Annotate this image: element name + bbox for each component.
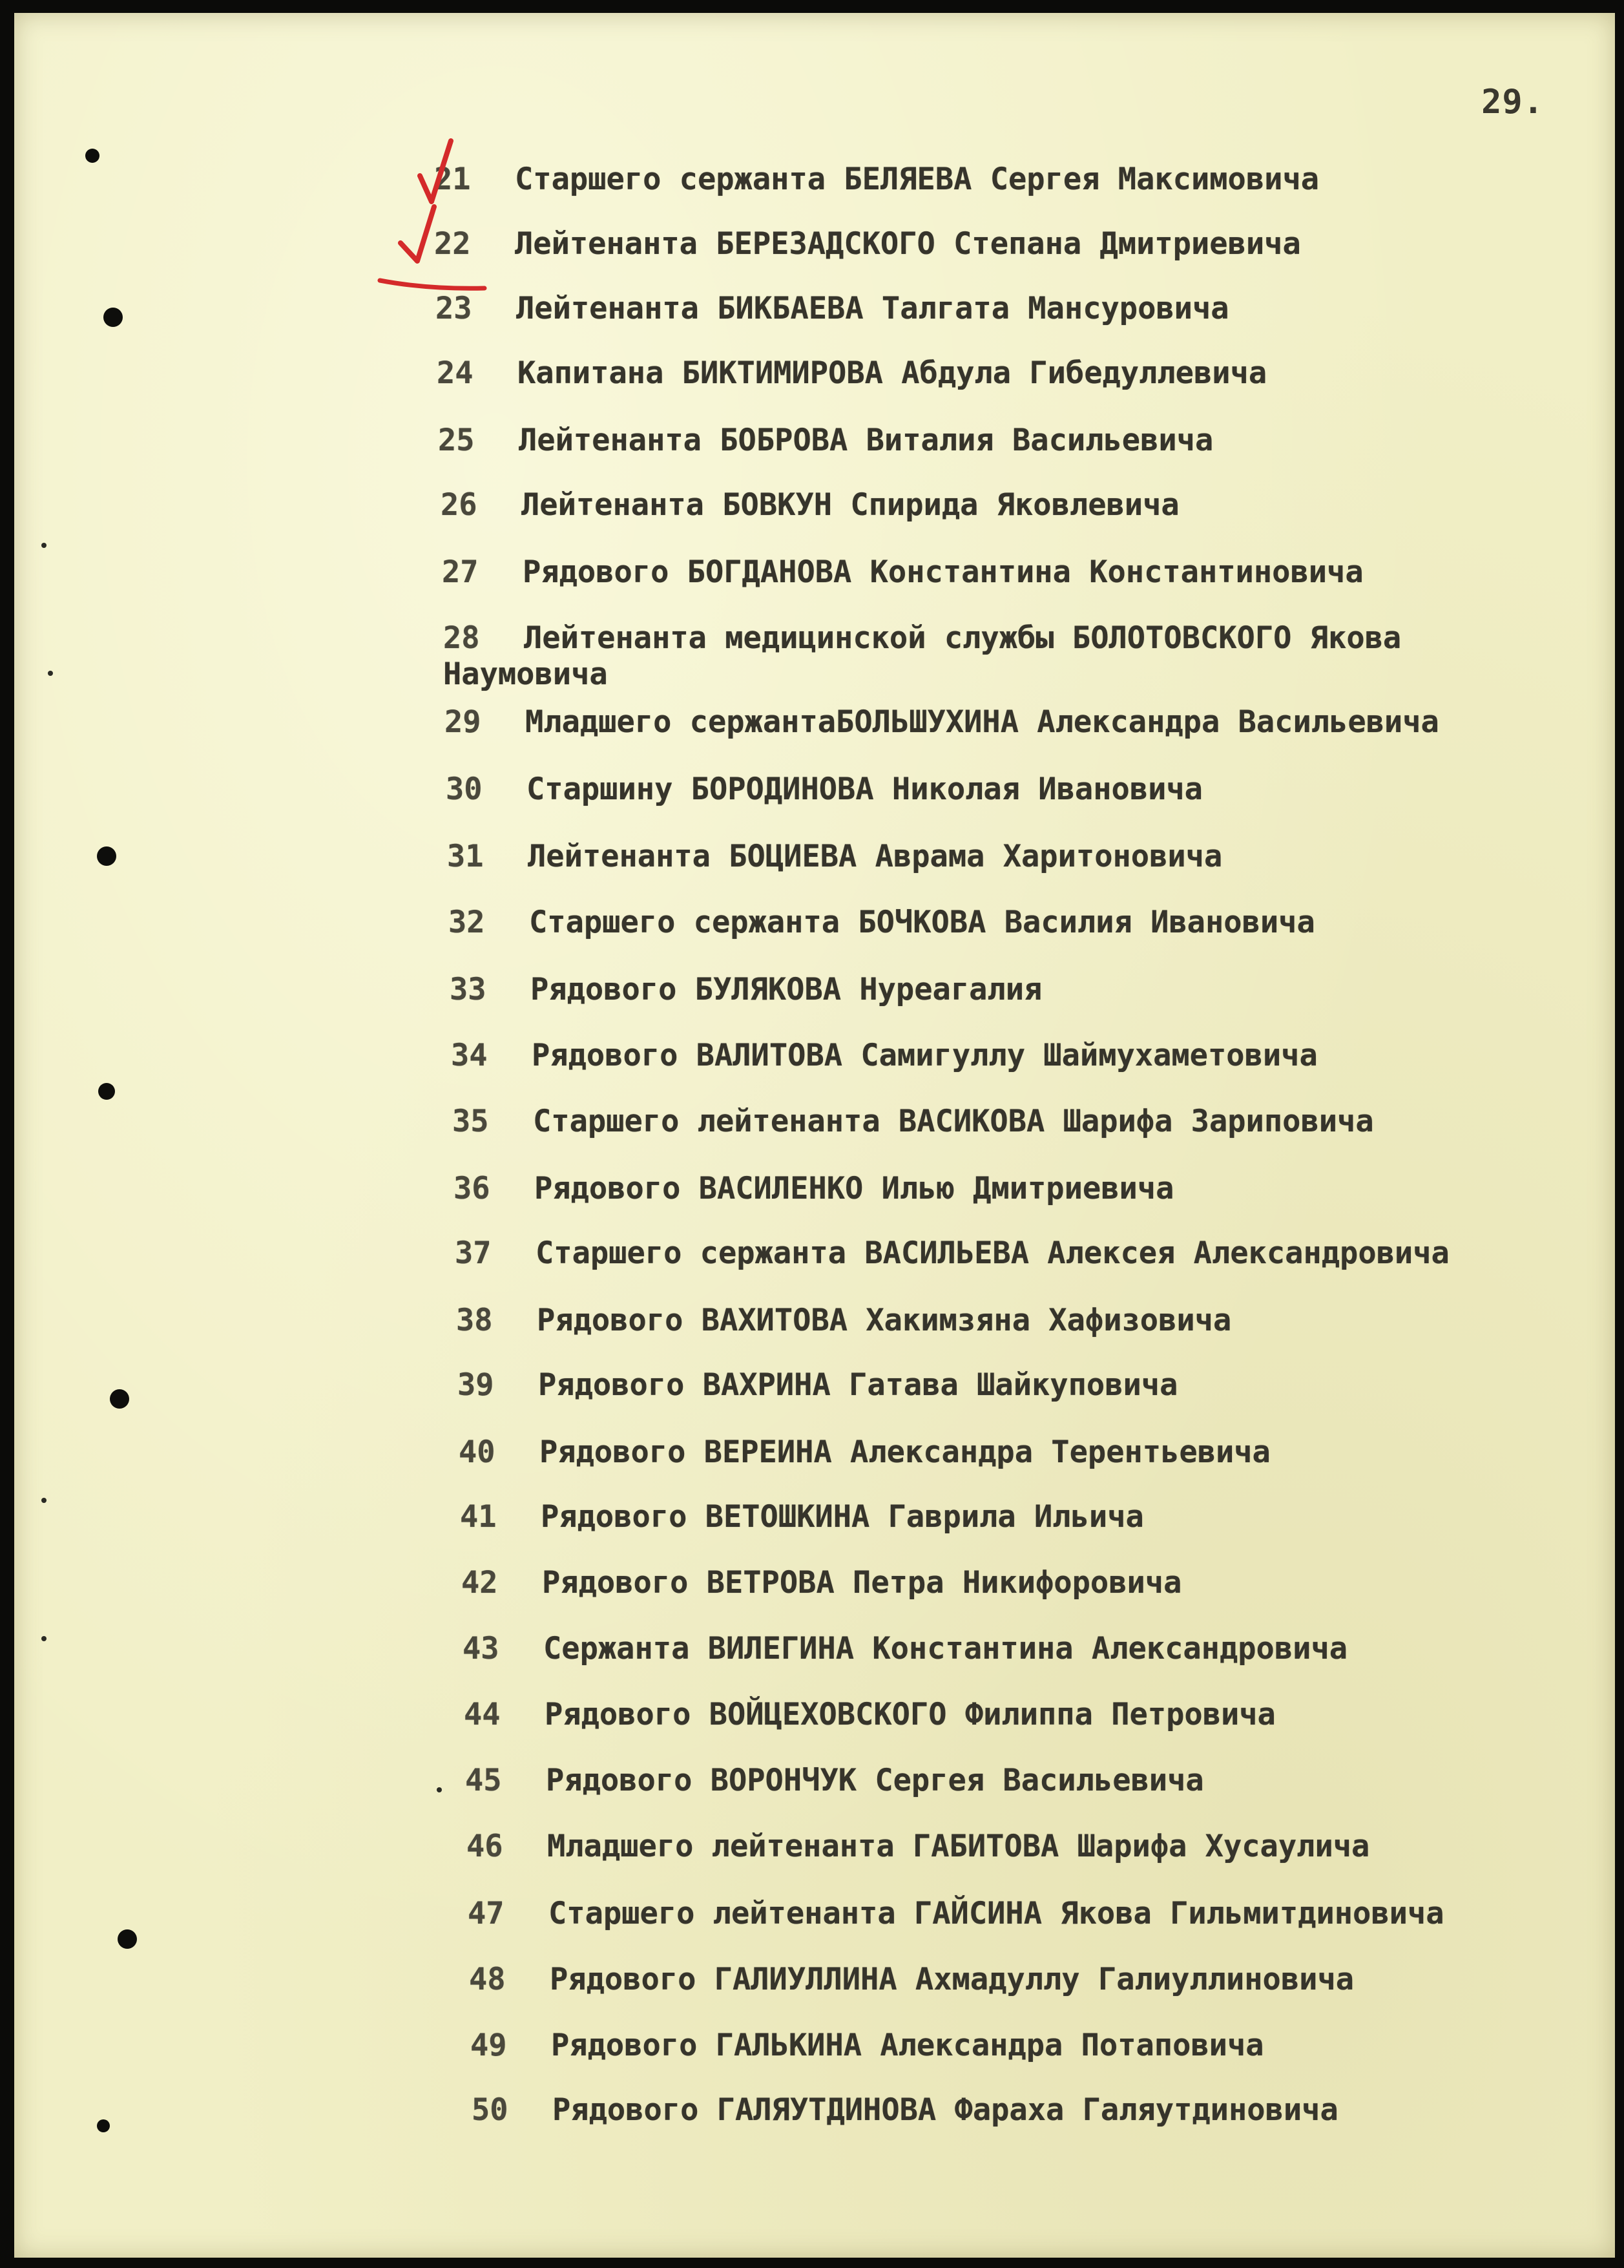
list-item-text: Рядового ВЕРЕИНА Александра Терентьевича xyxy=(539,1434,1271,1470)
list-item xyxy=(452,1104,1374,1140)
list-item-number: 33 xyxy=(450,972,486,1007)
list-item-text: Лейтенанта БЕРЕЗАДСКОГО Степана Дмитриевича xyxy=(515,226,1301,262)
list-item xyxy=(434,226,1301,262)
list-item-text: Старшего сержанта БОЧКОВА Василия Ивановича xyxy=(529,905,1315,940)
list-item-text: Старшину БОРОДИНОВА Николая Ивановича xyxy=(526,772,1203,807)
list-item-number: 44 xyxy=(464,1697,501,1732)
list-item-number: 26 xyxy=(441,487,477,523)
list-item xyxy=(443,620,1451,693)
list-item-text: Рядового ВАХРИНА Гатава Шайкуповича xyxy=(538,1367,1178,1403)
list-item xyxy=(463,1631,1348,1667)
list-item-text: Лейтенанта БОЦИЕВА Аврама Харитоновича xyxy=(528,839,1223,874)
list-item xyxy=(455,1235,1450,1272)
list-item xyxy=(441,487,1180,523)
list-item-text: Рядового ГАЛИУЛЛИНА Ахмадуллу Галиуллиновича xyxy=(550,1962,1355,1997)
list-item-number: 21 xyxy=(434,162,471,197)
list-item-number: 29 xyxy=(444,704,481,740)
list-item-text: Рядового ВЕТОШКИНА Гаврила Ильича xyxy=(541,1499,1144,1535)
list-item xyxy=(465,1763,1204,1799)
list-item-text: Рядового ВЕТРОВА Петра Никифоровича xyxy=(542,1565,1182,1601)
list-item-number: 35 xyxy=(452,1104,489,1139)
list-item-number: 41 xyxy=(460,1499,497,1535)
list-item-number: 40 xyxy=(459,1434,495,1470)
list-item-number: 27 xyxy=(442,554,479,590)
list-item-number: 46 xyxy=(466,1829,503,1864)
name-list xyxy=(14,13,1615,2258)
list-item-text: Рядового ВАХИТОВА Хакимзяна Хафизовича xyxy=(537,1303,1232,1338)
list-item-number: 22 xyxy=(434,226,471,262)
list-item xyxy=(450,972,1042,1008)
list-item-number: 45 xyxy=(465,1763,502,1798)
list-item-text: Лейтенанта БОВКУН Спирида Яковлевича xyxy=(521,487,1180,523)
list-item xyxy=(451,1038,1318,1074)
list-item-number: 38 xyxy=(456,1303,493,1338)
list-item-text: Рядового ГАЛЯУТДИНОВА Фараха Галяутдиновича xyxy=(552,2092,1338,2128)
list-item xyxy=(457,1367,1178,1403)
list-item xyxy=(466,1829,1369,1865)
document-page xyxy=(14,13,1615,2258)
list-item xyxy=(434,162,1319,198)
list-item-number: 37 xyxy=(455,1235,492,1271)
list-item-number: 42 xyxy=(461,1565,498,1601)
list-item xyxy=(461,1565,1182,1601)
list-item-text: Рядового ВАСИЛЕНКО Илью Дмитриевича xyxy=(534,1171,1174,1206)
list-item-text: Старшего сержанта БЕЛЯЕВА Сергея Максимовича xyxy=(515,162,1320,197)
list-item-number: 30 xyxy=(446,772,483,807)
list-item-text: Рядового ГАЛЬКИНА Александра Потаповича xyxy=(551,2028,1264,2063)
list-item xyxy=(446,772,1203,808)
list-item-number: 28 xyxy=(443,620,480,656)
list-item-text: Старшего лейтенанта ГАЙСИНА Якова Гильмитдиновича xyxy=(548,1896,1444,1931)
list-item-number: 49 xyxy=(470,2028,507,2063)
list-item-number: 24 xyxy=(437,355,474,391)
list-item-number: 43 xyxy=(463,1631,499,1666)
list-item-number: 32 xyxy=(448,905,485,940)
list-item-text: Младшего сержантаБОЛЬШУХИНА Александра Васильевича xyxy=(525,704,1439,740)
list-item-number: 50 xyxy=(472,2092,508,2128)
list-item-text: Рядового ВОЙЦЕХОВСКОГО Филиппа Петровича xyxy=(545,1697,1276,1732)
list-item xyxy=(448,905,1315,941)
list-item-text: Рядового БУЛЯКОВА Нуреагалия xyxy=(530,972,1043,1007)
list-item-text: Лейтенанта медицинской службы БОЛОТОВСКОГО Якова Наумовича xyxy=(443,620,1402,692)
list-item-text: Старшего сержанта ВАСИЛЬЕВА Алексея Александровича xyxy=(536,1235,1450,1271)
list-item-text: Рядового ВАЛИТОВА Самигуллу Шаймухаметовича xyxy=(532,1038,1318,1073)
list-item xyxy=(435,291,1229,327)
list-item xyxy=(472,2092,1338,2128)
list-item xyxy=(459,1434,1271,1471)
list-item xyxy=(468,1896,1444,1932)
list-item xyxy=(453,1171,1174,1207)
list-item xyxy=(437,355,1267,392)
list-item-number: 48 xyxy=(469,1962,506,1997)
list-item-text: Лейтенанта БИКБАЕВА Талгата Мансуровича xyxy=(516,291,1229,326)
list-item-text: Лейтенанта БОБРОВА Виталия Васильевича xyxy=(519,423,1214,458)
list-item-text: Капитана БИКТИМИРОВА Абдула Гибедуллевича xyxy=(517,355,1267,391)
list-item xyxy=(447,839,1222,875)
list-item xyxy=(442,554,1364,591)
list-item-text: Рядового БОГДАНОВА Константина Константиновича xyxy=(523,554,1364,590)
list-item-number: 23 xyxy=(435,291,472,326)
list-item xyxy=(469,1962,1354,1998)
list-item xyxy=(444,704,1439,740)
list-item-text: Рядового ВОРОНЧУК Сергея Васильевича xyxy=(546,1763,1204,1798)
list-item-number: 36 xyxy=(453,1171,490,1206)
list-item-number: 39 xyxy=(457,1367,494,1403)
list-item-number: 31 xyxy=(447,839,484,874)
list-item xyxy=(470,2028,1264,2064)
list-item-text: Сержанта ВИЛЕГИНА Константина Александровича xyxy=(543,1631,1348,1666)
list-item-number: 25 xyxy=(438,423,475,458)
list-item xyxy=(438,423,1213,459)
list-item-number: 34 xyxy=(451,1038,488,1073)
list-item-number: 47 xyxy=(468,1896,505,1931)
list-item-text: Старшего лейтенанта ВАСИКОВА Шарифа Зариповича xyxy=(533,1104,1374,1139)
list-item xyxy=(456,1303,1231,1339)
page-number: 29. xyxy=(1481,83,1544,121)
list-item xyxy=(460,1499,1144,1535)
list-item xyxy=(464,1697,1276,1733)
list-item-text: Младшего лейтенанта ГАБИТОВА Шарифа Хусаулича xyxy=(547,1829,1370,1864)
